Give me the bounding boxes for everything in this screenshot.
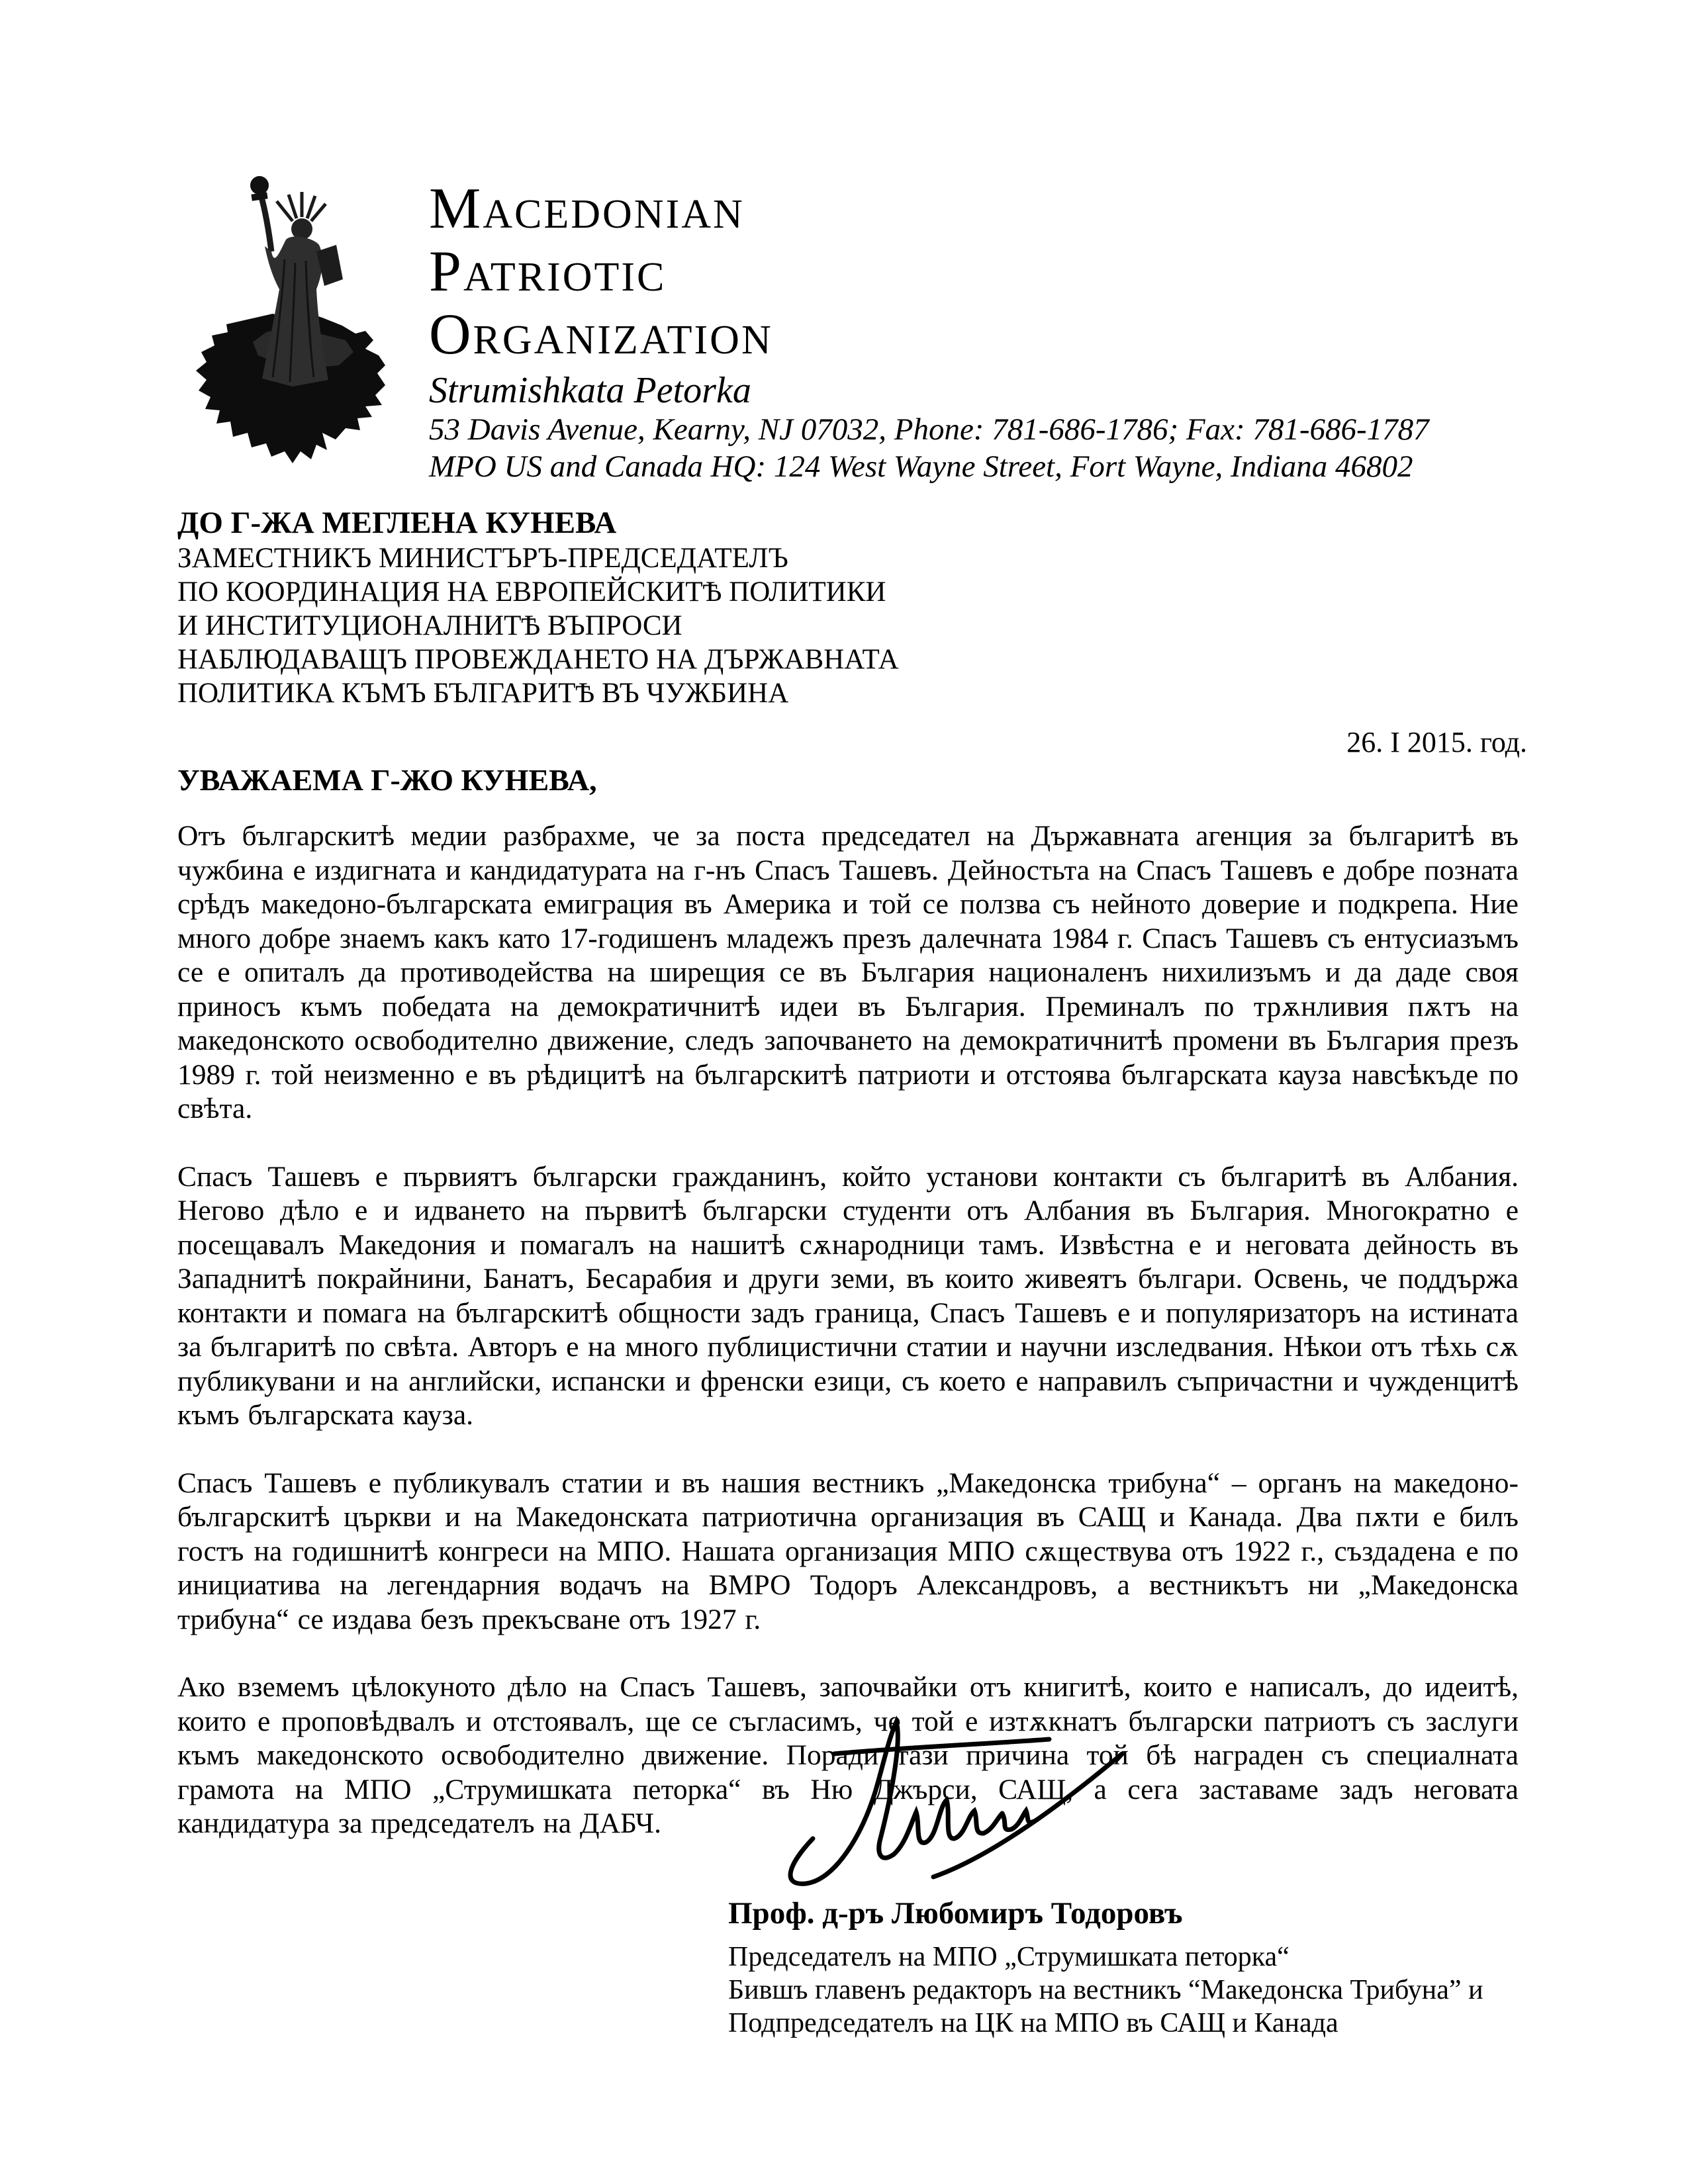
org-name-line-1: Macedonian — [429, 177, 745, 241]
recipient-title-line: ПОЛИТИКА КЪМЪ БЪЛГАРИТѢ ВЪ ЧУЖБИНА — [177, 678, 789, 709]
signer-title-line: Председателъ на МПО „Струмишката петорка“ — [728, 1942, 1289, 1972]
recipient-block — [177, 504, 1170, 710]
recipient-title-line: ЗАМЕСТНИКЪ МИНИСТЪРЪ-ПРЕДСЕДАТЕЛЪ — [177, 543, 788, 574]
body-paragraph-3: Спасъ Ташевъ е публикувалъ статии и въ нашия вестникъ „Македонска трибуна“ – органъ на македоно-българскитѣ църкви и на Македонската патриотична организация въ САЩ и Канада. Два пѫти е билъ гостъ на годишнитѣ конгреси на МПО. Нашата организация МПО сѫществува отъ 1922 г., създадена е по инициатива на легендарния водачъ на ВМРО Тодоръ Александровъ, а вестникътъ ни „Македонска трибуна“ се издава безъ прекъсване отъ 1927 г. — [177, 1467, 1519, 1635]
body-paragraph-1: Отъ българскитѣ медии разбрахме, че за поста председател на Държавната агенция за българитѣ въ чужбина е издигната и кандидатурата на г-нъ Спасъ Ташевъ. Дейностьта на Спасъ Ташевъ е добре позната срѣдъ македоно-българската емиграция въ Америка и той се ползва съ нейното доверие и подкрепа. Ние много добре знаемъ какъ като 17-годишенъ младежъ презъ далечната 1984 г. Спасъ Ташевъ съ ентусиазъмъ се е опиталъ да противодейства на ширещия се въ България националенъ нихилизъмъ и да даде своя приносъ къмъ победата на демократичнитѣ идеи въ България. Преминалъ по трѫнливия пѫтъ на македонското освободително движение, следъ започването на демократичнитѣ промени въ България презъ 1989 г. той неизменно е въ рѣдицитѣ на българскитѣ патриоти и отстоява българската кауза навсѣкъде по свѣта. — [177, 820, 1519, 1124]
org-subtitle: Strumishkata Petorka — [429, 370, 751, 411]
signer-name: Проф. д-ръ Любомиръ Тодоровъ — [728, 1896, 1183, 1931]
recipient-title-line: ПО КООРДИНАЦИЯ НА ЕВРОПЕЙСКИТѢ ПОЛИТИКИ — [177, 576, 886, 608]
recipient-title-line: И ИНСТИТУЦИОНАЛНИТѢ ВЪПРОСИ — [177, 610, 682, 641]
org-address-line-1: 53 Davis Avenue, Kearny, NJ 07032, Phone: 781-686-1786; Fax: 781-686-1787 — [429, 412, 1429, 447]
org-address-line-2: MPO US and Canada HQ: 124 West Wayne Street, Fort Wayne, Indiana 46802 — [429, 449, 1413, 484]
letterhead — [429, 177, 1521, 485]
org-name-line-2: Patriotic — [429, 240, 667, 304]
signer-title-line: Подпредседателъ на ЦК на МПО въ САЩ и Канада — [728, 2008, 1338, 2038]
salutation: УВАЖАЕМА Г-ЖО КУНЕВА, — [177, 763, 597, 797]
signature-block — [728, 1894, 1556, 2040]
statue-of-liberty-icon — [187, 167, 399, 465]
recipient-title-line: НАБЛЮДАВАЩЪ ПРОВЕЖДАНЕТО НА ДЪРЖАВНАТА — [177, 644, 899, 675]
handwritten-signature — [735, 1713, 1145, 1898]
body-paragraph-4: Ако вземемъ цѣлокуното дѣло на Спасъ Ташевъ, започвайки отъ книгитѣ, които е написалъ, до идеитѣ, които е проповѣдвалъ и отстоявалъ, ще се съгласимъ, че той е изтѫкнатъ български патриотъ съ заслуги къмъ македонското освободително движение. Поради тази причина той бѣ награден съ специалната грамота на МПО „Струмишката петорка“ въ Ню Джърси, САЩ, а сега заставаме задъ неговата кандидатура за председателъ на ДАБЧ. — [177, 1671, 1519, 1839]
letter-date: 26. I 2015. год. — [1346, 726, 1527, 758]
signer-title-line: Бившъ главенъ редакторъ на вестникъ “Македонска Трибуна” и — [728, 1975, 1483, 2005]
org-logo — [187, 167, 399, 465]
org-name-line-3: Organization — [429, 302, 773, 367]
body-paragraph-2: Спасъ Ташевъ е първиятъ български гражданинъ, който установи контакти съ българитѣ въ Албания. Негово дѣло е и идването на първитѣ български студенти отъ Албания въ България. Многократно е посещавалъ Македония и помагалъ на нашитѣ сѫнародници тамъ. Извѣстна е и неговата дейность въ Западнитѣ покрайнини, Банатъ, Бесарабия и други земи, въ които живеятъ българи. Освень, че поддържа контакти и помага на българскитѣ общности задъ граница, Спасъ Ташевъ е и популяризаторъ на истината за българитѣ по свѣта. Авторъ е на много публицистични статии и научни изследвания. Нѣкои отъ тѣхь сѫ публикувани и на английски, испански и френски езици, съ което е направилъ съпричастни и чужденцитѣ къмъ българската кауза. — [177, 1160, 1519, 1431]
recipient-to-line: ДО Г-ЖА МЕГЛЕНА КУНЕВА — [177, 506, 617, 540]
signature-scrawl-icon — [735, 1713, 1145, 1898]
